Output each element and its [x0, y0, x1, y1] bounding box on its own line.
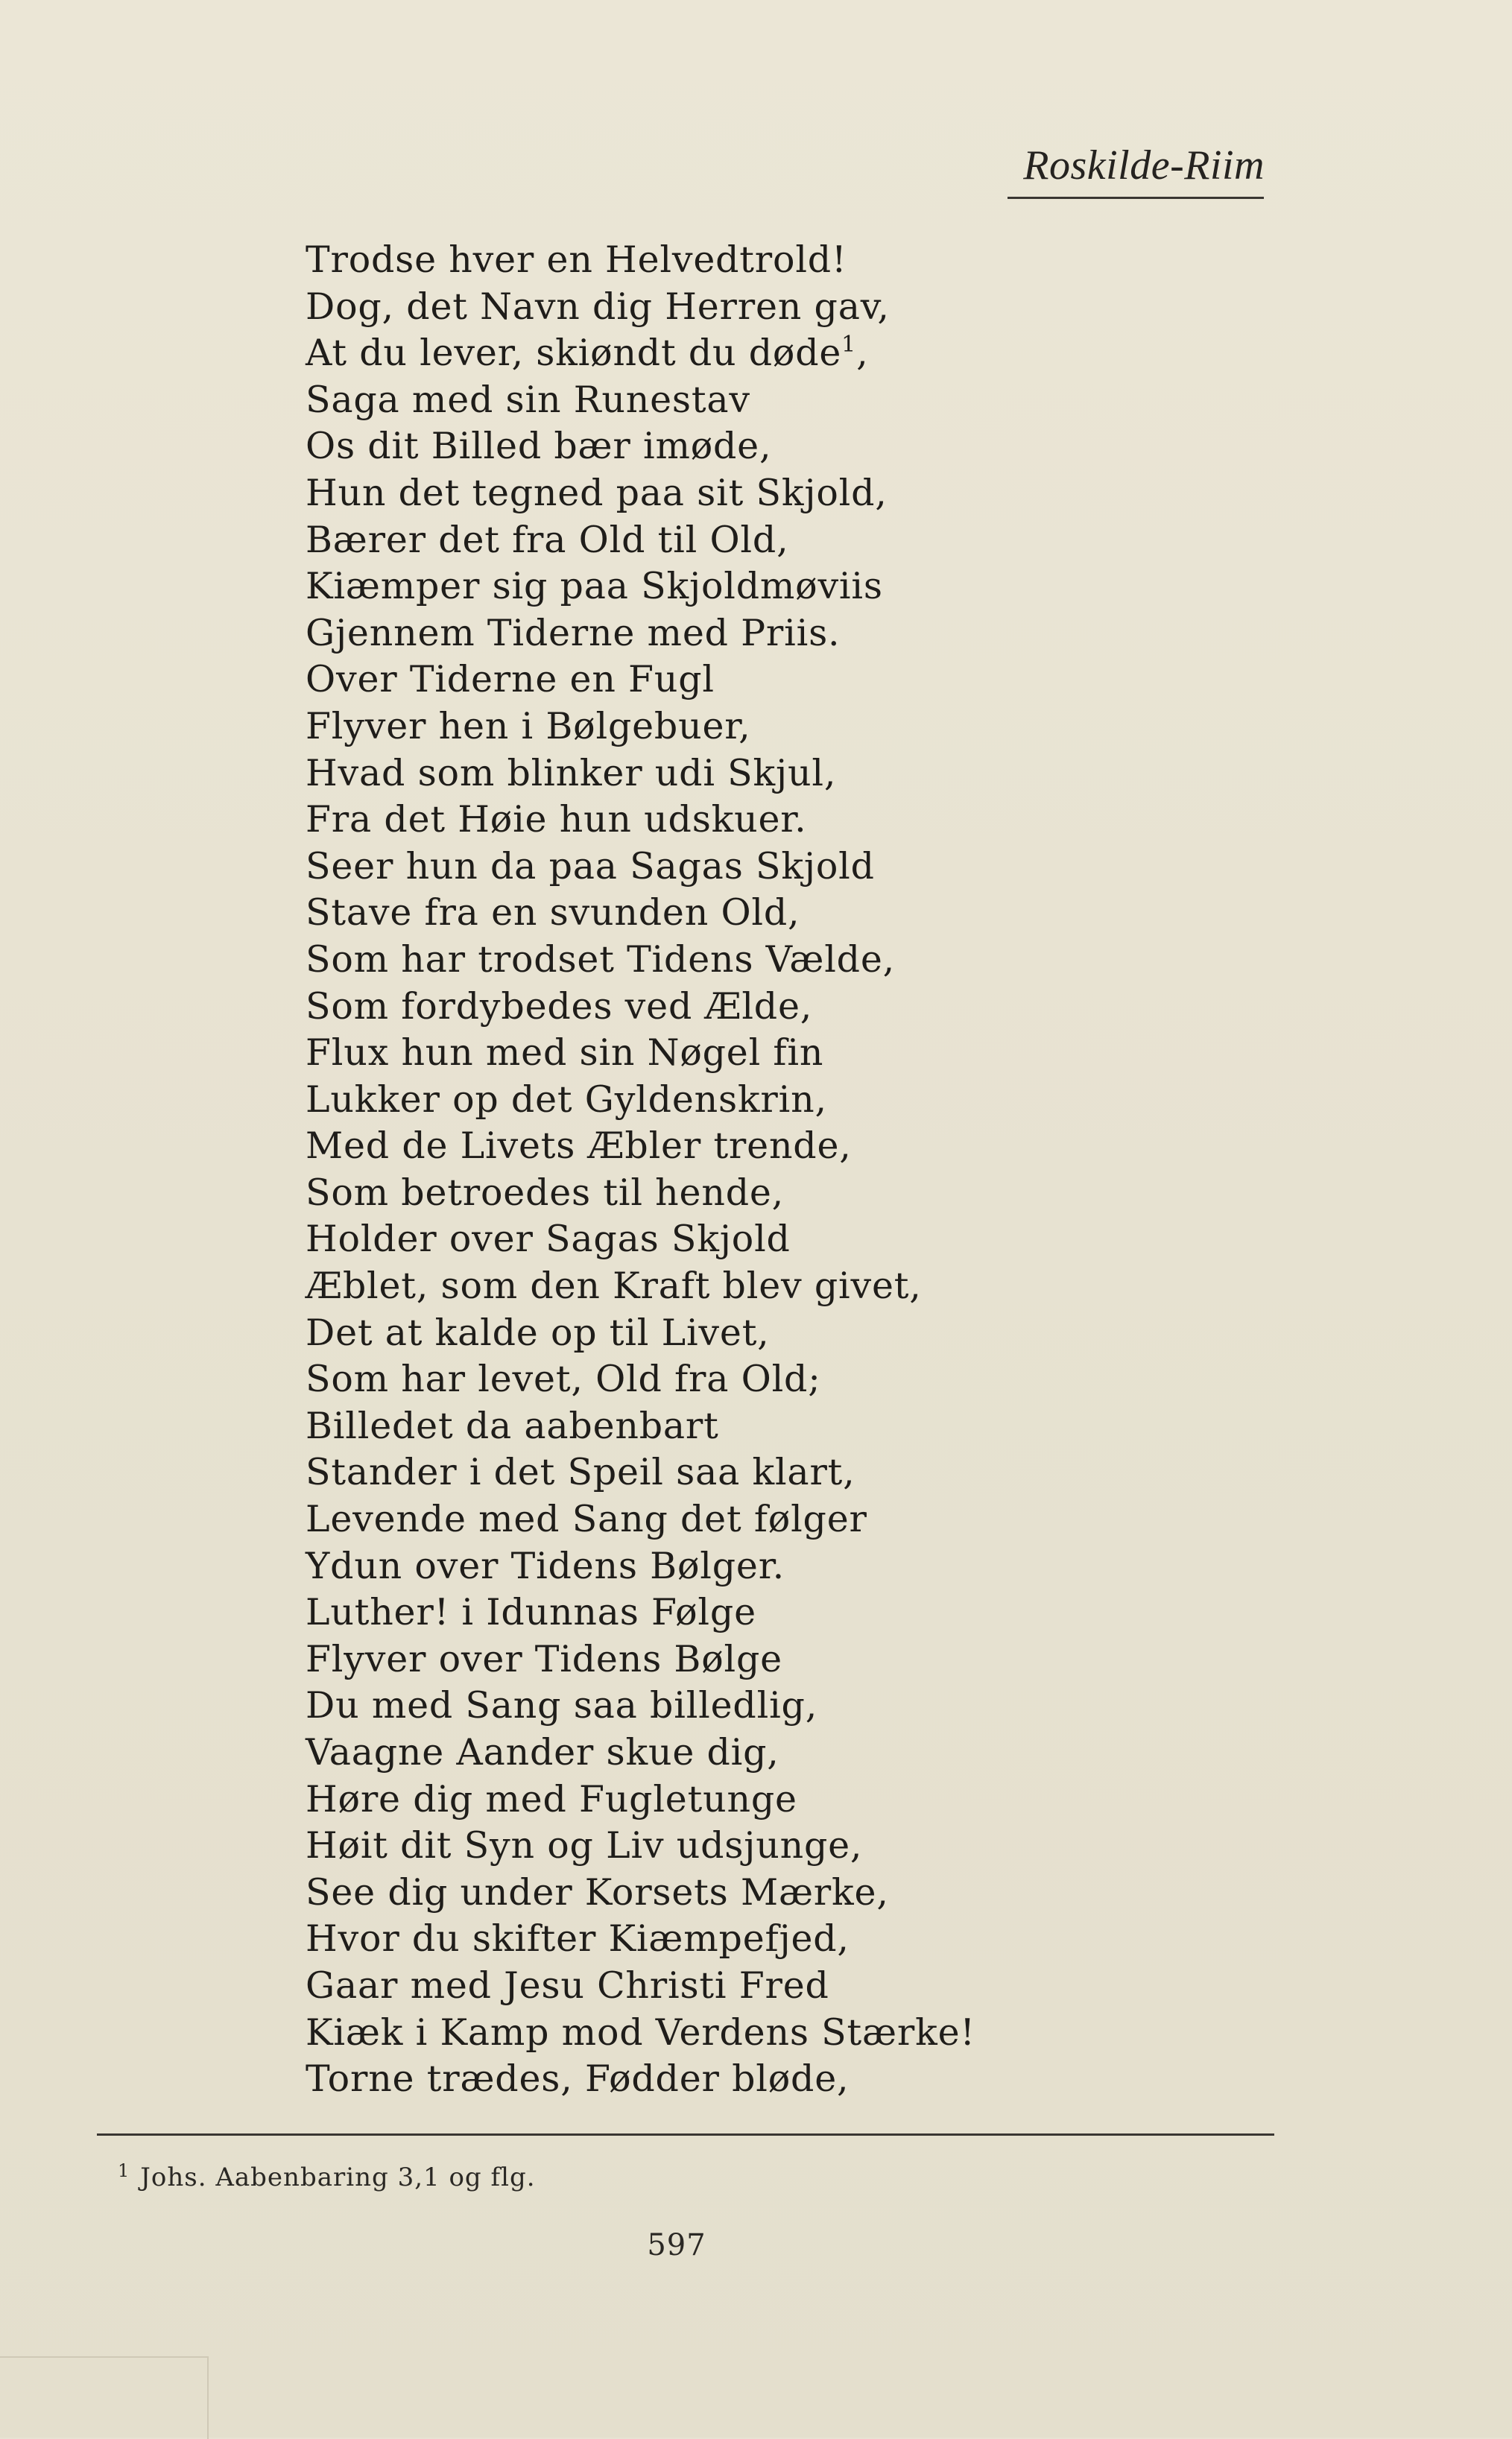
poem-line-text: Kiæk i Kamp mod Verdens Stærke!: [306, 2011, 975, 2054]
poem-line-text: Gjennem Tiderne med Priis.: [306, 611, 841, 654]
poem-line: [306, 2010, 1289, 2057]
poem-line-text: Stander i det Speil saa klart,: [306, 1451, 855, 1494]
poem-line: [306, 1077, 1289, 1124]
poem-line: [306, 1683, 1289, 1730]
poem-line: [306, 517, 1289, 564]
poem-line-text: Det at kalde op til Livet,: [306, 1311, 770, 1354]
poem-line: [306, 1823, 1289, 1870]
poem-line: [306, 1030, 1289, 1077]
scan-edge-mark: [0, 2356, 209, 2439]
poem-line: [306, 703, 1289, 750]
poem-line: [306, 2056, 1289, 2103]
poem-line-text: Flyver over Tidens Bølge: [306, 1637, 782, 1680]
poem-line: [306, 423, 1289, 470]
poem-line-punctuation: ,: [856, 332, 869, 375]
footnote-reference: 1: [841, 332, 857, 358]
poem-line-text: Stave fra en svunden Old,: [306, 891, 800, 934]
poem-line: [306, 1963, 1289, 2010]
poem-line: [306, 1263, 1289, 1310]
poem-line-text: Holder over Sagas Skjold: [306, 1218, 791, 1261]
page-number: 597: [647, 2228, 706, 2262]
poem-line: [306, 1123, 1289, 1170]
poem-line: [306, 1543, 1289, 1590]
poem-line-text: Lukker op det Gyldenskrin,: [306, 1078, 827, 1121]
poem-line: [306, 937, 1289, 984]
poem-line: [306, 1170, 1289, 1217]
header-rule: [1008, 197, 1264, 199]
poem-line: [306, 610, 1289, 657]
poem-line-text: Luther! i Idunnas Følge: [306, 1591, 756, 1634]
poem-text: [306, 237, 1289, 2103]
poem-line: [306, 1916, 1289, 1963]
poem-line-text: Vaagne Aander skue dig,: [306, 1731, 779, 1774]
poem-line-text: Fra det Høie hun udskuer.: [306, 798, 807, 841]
poem-line: [306, 750, 1289, 797]
poem-line-text: Flyver hen i Bølgebuer,: [306, 704, 751, 747]
poem-line: [306, 1310, 1289, 1357]
poem-line-text: Gaar med Jesu Christi Fred: [306, 1964, 829, 2007]
poem-line: [306, 1403, 1289, 1450]
poem-line-text: Dog, det Navn dig Herren gav,: [306, 285, 890, 328]
poem-line-text: Hvad som blinker udi Skjul,: [306, 751, 837, 794]
footnote-marker: 1: [118, 2160, 130, 2181]
poem-line: [306, 1496, 1289, 1543]
poem-line-text: Som betroedes til hende,: [306, 1171, 785, 1214]
footnote: [118, 2160, 536, 2192]
poem-line: [306, 890, 1289, 937]
poem-line-text: Hvor du skifter Kiæmpefjed,: [306, 1917, 850, 1961]
footnote-text: Johs. Aabenbaring 3,1 og flg.: [140, 2163, 536, 2192]
poem-line: [306, 797, 1289, 844]
running-head: Roskilde-Riim: [1023, 142, 1265, 189]
poem-line-text: Billedet da aabenbart: [306, 1404, 719, 1447]
poem-line: [306, 1777, 1289, 1823]
poem-line: [306, 1216, 1289, 1263]
poem-line-text: Hun det tegned paa sit Skjold,: [306, 471, 888, 514]
footnote-rule: [97, 2133, 1274, 2136]
poem-line-text: At du lever, skiøndt du døde: [306, 332, 842, 375]
poem-line-text: Flux hun med sin Nøgel fin: [306, 1031, 824, 1075]
poem-line: [306, 844, 1289, 890]
poem-line-text: Du med Sang saa billedlig,: [306, 1684, 818, 1727]
poem-line-text: Æblet, som den Kraft blev givet,: [306, 1265, 922, 1308]
poem-line-text: Høit dit Syn og Liv udsjunge,: [306, 1824, 863, 1867]
poem-line: [306, 237, 1289, 284]
poem-line: [306, 377, 1289, 424]
poem-line-text: Som fordybedes ved Ælde,: [306, 984, 813, 1028]
poem-line-text: Trodse hver en Helvedtrold!: [306, 238, 847, 281]
poem-line-text: Høre dig med Fugletunge: [306, 1777, 797, 1820]
poem-line-text: Som har levet, Old fra Old;: [306, 1358, 821, 1401]
poem-line: [306, 1589, 1289, 1636]
poem-line-text: Som har trodset Tidens Vælde,: [306, 937, 896, 981]
poem-line: [306, 1870, 1289, 1917]
poem-line-text: Seer hun da paa Sagas Skjold: [306, 844, 875, 888]
poem-line: [306, 1636, 1289, 1683]
poem-line: [306, 1449, 1289, 1496]
poem-line-text: Med de Livets Æbler trende,: [306, 1124, 852, 1168]
poem-line-text: Bærer det fra Old til Old,: [306, 518, 789, 561]
poem-line: [306, 330, 1289, 377]
poem-line: [306, 657, 1289, 703]
poem-line-text: Torne trædes, Fødder bløde,: [306, 2057, 850, 2101]
poem-line: [306, 1356, 1289, 1403]
poem-line: [306, 563, 1289, 610]
poem-line: [306, 1730, 1289, 1777]
poem-line-text: Levende med Sang det følger: [306, 1498, 867, 1541]
poem-line: [306, 470, 1289, 517]
poem-line-text: Ydun over Tidens Bølger.: [306, 1544, 785, 1587]
poem-line: [306, 284, 1289, 331]
poem-line: [306, 984, 1289, 1031]
poem-line-text: See dig under Korsets Mærke,: [306, 1870, 889, 1914]
poem-line-text: Os dit Billed bær imøde,: [306, 425, 772, 468]
poem-line-text: Saga med sin Runestav: [306, 378, 750, 421]
poem-line-text: Over Tiderne en Fugl: [306, 658, 715, 701]
poem-line-text: Kiæmper sig paa Skjoldmøviis: [306, 565, 883, 608]
